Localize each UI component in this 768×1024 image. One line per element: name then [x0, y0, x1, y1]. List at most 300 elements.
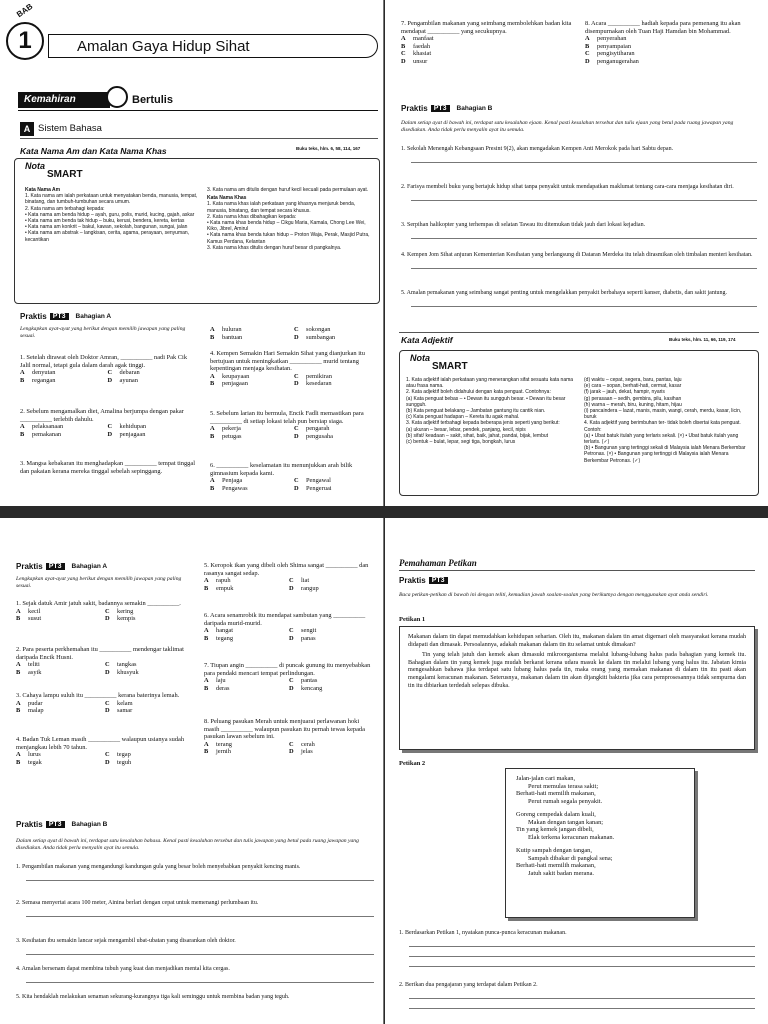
question-5	[204, 562, 374, 592]
option-text: penjagaan	[222, 380, 248, 388]
option-text: Pengeruai	[306, 484, 332, 492]
kemahiran-banner	[18, 92, 110, 108]
poem-line: Perut memulas terasa sakit;	[528, 782, 599, 790]
praktis-label: Praktis	[399, 576, 426, 585]
answer-options	[20, 423, 195, 438]
option-letter: A	[20, 369, 25, 377]
option-text: samar	[117, 707, 133, 715]
question-text: 6. __________ keselamatan itu menunjukkan arah bilik gimnasium kepada kami.	[210, 462, 353, 477]
option-text: pelaksanaan	[32, 423, 64, 431]
question-text: 1. Berdasarkan Petikan 1, nyatakan punca-punca keracunan makanan.	[399, 930, 567, 936]
answer-options	[16, 661, 194, 676]
option-text: manfaat	[413, 35, 434, 43]
petikan-2-poem	[505, 768, 695, 918]
answer-line[interactable]	[411, 297, 757, 307]
nota-item: (b) sifat/ keadaan – sakit, sihat, baik, jahat, pandai, bijak, lembut	[406, 432, 549, 439]
nota-smart-box	[399, 350, 759, 496]
option-text: penganugerahan	[597, 57, 639, 65]
question-3-options	[210, 326, 378, 341]
question-text: 7. Pengambilan makanan yang seimbang membolehkan badan kita mendapat __________ yang secukupnya.	[401, 20, 572, 35]
option-text: liat	[301, 577, 310, 585]
item-text: 4. Kempen Jom Sihat anjuran Kementerian Kesihatan yang berlangsung di Dataran Merdeka itu telah dirasmikan oleh timbalan menteri kesihatan.	[401, 252, 753, 258]
answer-options	[210, 425, 378, 440]
option-letter: B	[20, 430, 25, 438]
divider	[18, 110, 378, 111]
bahagian-label: Bahagian A	[71, 563, 108, 570]
nota-item: (d) waktu – cepat, segera, baru, pantas, laju	[584, 377, 682, 383]
chapter-number: 1	[18, 27, 32, 54]
question-8	[204, 718, 374, 756]
option-letter: A	[204, 577, 209, 585]
option-text: penjagaan	[119, 430, 146, 438]
option-text: huluran	[222, 326, 242, 333]
praktis-header	[399, 576, 448, 585]
option-letter: A	[401, 35, 406, 43]
option-text: pengisytiharan	[597, 50, 635, 58]
option-letter: A	[204, 677, 209, 685]
option-text: khusyuk	[117, 668, 139, 676]
option-text: laju	[216, 677, 226, 685]
option-letter: C	[289, 577, 294, 585]
option-text: ayunan	[119, 376, 138, 384]
option-letter: D	[294, 380, 299, 388]
option-text: terang	[216, 740, 232, 748]
textbook-ref: Buku teks, hlm. 6, 58, 114, 167	[296, 146, 361, 151]
option-text: unsur	[413, 57, 428, 65]
nota-item: (a) • Ubat batuk itulah yang terlaris sekali. (×) • Ubat batuk itulah yang terlaris. (✓)	[584, 432, 739, 446]
pt3-badge: PT3	[46, 563, 65, 570]
option-text: kelam	[117, 699, 133, 707]
chapter-title-text: Amalan Gaya Hidup Sihat	[77, 37, 250, 55]
answer-line[interactable]	[411, 259, 757, 269]
option-text: Penjaga	[222, 477, 243, 485]
question-text: 5. Sebelum larian itu bermula, Encik Fadli memastikan para __________ di setiap lokasi telah pun bersiap siaga.	[210, 410, 364, 425]
nota-item: (a) Kata penguat bebas – • Dewan itu sungguh besar. • Dewan itu besar sungguh.	[406, 395, 566, 408]
poem-line: Sampah dibakar di pangkal sena;	[528, 854, 613, 862]
option-letter: A	[16, 751, 21, 759]
nota-item: (h) warna – merah, biru, kuning, hitam, hijau	[584, 401, 682, 408]
nota-item: • Kata nama khas benda hidup – Cikgu Maria, Kamala, Chong Lee Wei, Kiko, Jibrel, Amirul	[207, 220, 366, 233]
option-text: penyerahan	[597, 35, 627, 43]
answer-line[interactable]	[411, 229, 757, 239]
option-letter: C	[294, 425, 299, 433]
answer-options	[16, 608, 194, 623]
option-text: debaran	[119, 369, 140, 377]
option-letter: B	[20, 376, 25, 384]
answer-line[interactable]	[411, 153, 757, 163]
nota-item: 1. Kata nama am ialah perkataan untuk menyatakan benda, manusia, tempat, binatang, dan tumbuh-tumbuhan secara umum.	[25, 193, 198, 206]
option-letter: C	[105, 751, 110, 759]
section-title: Sistem Bahasa	[38, 123, 102, 134]
chapter-badge	[6, 22, 44, 60]
bahagian-label: Bahagian B	[456, 105, 493, 112]
option-text: lurus	[28, 751, 41, 759]
question-text: 4. Kempen Semakin Hari Semakin Sihat yang dianjurkan itu bertujuan untuk meningkatkan __________ murid tentang kepentingan menjaga kesihatan.	[210, 350, 365, 373]
nota-left-column	[406, 377, 578, 445]
option-text: kencang	[301, 684, 323, 692]
nota-item: (a) ukuran – besar, lebar, pendek, panjang, kecil, nipis	[406, 426, 526, 433]
option-letter: A	[210, 326, 215, 333]
divider	[399, 570, 755, 571]
option-text: jernih	[216, 748, 231, 756]
nota-item: • Kata nama am abstrak – langkisan, cerita, agama, perayaan, senyuman, kecantikan	[25, 230, 190, 243]
option-letter: A	[16, 607, 21, 615]
answer-options	[20, 369, 195, 384]
nota-label: Nota	[25, 161, 45, 171]
option-letter: D	[294, 333, 299, 341]
praktis-header	[401, 104, 492, 113]
option-text: pemikiran	[306, 372, 332, 380]
option-text: rapuh	[216, 577, 231, 585]
subtopic-title: Kata Adjektif	[401, 335, 453, 345]
question-text: 5. Keropok ikan yang dibeli oleh Shima sangat __________ dan rasanya sangat sedap.	[204, 562, 369, 577]
question-text: 2. Berikan dua pengajaran yang terdapat dalam Petikan 2.	[399, 982, 538, 988]
option-letter: B	[210, 333, 215, 341]
poem-line: Goreng cempedak dalam kuali,	[516, 811, 596, 818]
answer-options	[204, 577, 374, 592]
option-letter: B	[210, 432, 215, 440]
smart-label: SMART	[47, 169, 83, 180]
poem-line: Tin yang kemek jangan dibeli,	[516, 826, 594, 833]
item-text: 2. Semasa menyertai acara 100 meter, Ainina berlari dengan cepat untuk memenangi perlumbaan itu.	[16, 900, 259, 906]
question-text: 1. Sejak datuk Amir jatuh sakit, badannya semakin __________.	[16, 600, 181, 607]
option-text: regangan	[32, 376, 56, 384]
option-text: kesedaran	[306, 380, 332, 388]
option-text: empuk	[216, 584, 234, 592]
poem-line: Makan dengan tangan kanan;	[528, 818, 604, 826]
nota-item: • Kata nama khas benda tukan hidup – Proton Waja, Perak, Masjid Putra, Kamus Perdana, Kelantan	[207, 232, 370, 245]
answer-options	[210, 326, 378, 341]
option-letter: A	[16, 699, 21, 707]
item-text: 1. Sekolah Menengah Kebangsaan Presint 9(2), akan mengadakan Kempen Anti Merokok pada hari Sabtu depan.	[401, 146, 674, 152]
question-text: 1. Setelah dirawat oleh Doktor Amran, __________ nadi Pak Cik Jalil normal, tetapi gula dalam darah agak tinggi.	[20, 354, 188, 369]
answer-options	[210, 373, 378, 388]
bahagian-b-item	[401, 252, 757, 269]
option-letter: A	[16, 661, 21, 669]
nota-item: • Kata nama am benda hidup – ayah, guru, polis, murid, kucing, gajah, askar	[25, 211, 195, 218]
poem-line: Kutip sampah dengan tangan,	[516, 847, 592, 854]
instructions: Lengkapkan ayat-ayat yang berikut dengan memilih jawapan yang paling sesuai.	[20, 326, 186, 339]
option-text: pemakanan	[32, 430, 62, 438]
option-text: panas	[301, 634, 316, 642]
praktis-label: Praktis	[16, 820, 43, 829]
nota-item: (g) perasaan – sedih, gembira, pilu, kasihan	[584, 395, 682, 402]
option-letter: D	[107, 376, 113, 384]
pencil-icon	[106, 86, 128, 108]
question-text: 3. Mangsa kebakaran itu menghadapkan __________ tempat tinggal dan pakaian kerana mereka tinggal sebelah sepinggang.	[20, 460, 195, 475]
nota-item: 1. Kata nama khas ialah perkataan yang khasnya menjuruk benda, manusia, binatang, dan tempat secara khusus.	[207, 201, 356, 214]
instructions: Dalam setiap ayat di bawah ini, terdapat satu kesalahan ejaan. Kenal pasti kesalahan tersebut dan tulis ejaan yang betul pada ruang jawapan yang disediakan. Anda tidak perlu menyalin ayat itu semula.	[401, 120, 734, 133]
option-letter: C	[107, 369, 113, 377]
option-letter: D	[105, 758, 110, 766]
nota-item: 4. Kata adjektif yang berimbuhan ter- tidak boleh disertai kata penguat. Contoh:	[584, 420, 741, 433]
item-text: 5. Amalan pemakanan yang seimbang sangat penting untuk mengelakkan penyakit berbahaya seperti kanser, diabetis, dan sakit jantung.	[401, 290, 727, 296]
section-heading: Pemahaman Petikan	[399, 558, 477, 568]
nota-item: • Kata nama am konkrit – bakul, kawan, sekolah, bangunan, sungai, jalan	[25, 224, 188, 231]
option-text: pudar	[28, 699, 43, 707]
nota-item: • Kata nama am benda tak hidup – buku, kerusi, bendera, kereta, kertas	[25, 218, 185, 225]
option-text: hangat	[216, 627, 234, 635]
question-7	[204, 662, 374, 692]
bahagian-b-item	[16, 966, 374, 983]
nota-item: (c) bentuk – bulat, lepar, segi tiga, bongkah, lurus	[406, 439, 516, 446]
option-text: sengit	[301, 627, 317, 635]
bahagian-b-item	[401, 290, 757, 307]
page-2	[385, 0, 768, 506]
page-3	[0, 518, 384, 1024]
poem-line: Jalan-jalan cari makan,	[516, 775, 576, 782]
option-text: Pengawal	[306, 477, 331, 485]
bahagian-b-item	[16, 864, 374, 881]
nota-left-heading: Kata Nama Am	[25, 187, 61, 193]
option-letter: B	[16, 707, 21, 715]
option-letter: A	[210, 425, 215, 433]
option-letter: D	[105, 668, 110, 676]
item-text: 3. Serpihan halikopter yang terhempas di selatan Tawau itu ditemukan tidak jauh dari lokasi kejadian.	[401, 222, 646, 228]
petikan-1-box	[399, 626, 755, 750]
option-letter: C	[105, 607, 110, 615]
nota-item: 2. Kata nama khas dibahagikan kepada:	[207, 213, 297, 220]
answer-options	[204, 741, 374, 756]
praktis-header	[16, 562, 107, 571]
option-text: rangup	[301, 584, 319, 592]
option-text: tegak	[28, 758, 42, 766]
option-text: tangkas	[117, 661, 137, 669]
petikan-label: Petikan 2	[399, 760, 426, 767]
item-text: 2. Farisya membeli buku yang bertajuk hidup sihat tanpa penyakit untuk mendapatkan maklumat tentang cara-cara menjaga kesihatan diri.	[401, 184, 734, 190]
answer-line[interactable]	[409, 957, 755, 967]
option-text: asyik	[28, 668, 42, 676]
option-letter: C	[294, 477, 299, 485]
option-letter: D	[294, 432, 299, 440]
pt3-badge: PT3	[46, 821, 65, 828]
option-letter: D	[294, 484, 299, 492]
passage-paragraph: Tin yang telah jatuh dan kemek akan dimasuki mikroorganisma melalui lubang-lubang halus pada bahagian yang kemek itu. Bahagian dalam tin yang kemek juga mudah berkarat kerana udara masuk ke dalam tin melalui lubang yang halus itu. Jabatan kimia mengesahkan bahawa jika terdapat satu lubang halus pada tin, maka orang yang memakan makanan di dalam tin itu pasti akan mengalami keracunan makanan. Seterusnya, makanan dalam tin akan dijangkiti bakteria jika cara pemprosesannya tidak sempurna dan tin itu dibiarkan terdedah selepas dibuka.	[408, 651, 746, 689]
option-text: bantuan	[222, 333, 243, 341]
option-text: tegap	[117, 751, 131, 759]
option-text: malap	[28, 707, 44, 715]
answer-options	[204, 627, 374, 642]
option-text: sokongan	[306, 326, 331, 333]
question-3	[20, 460, 195, 475]
answer-options	[204, 677, 374, 692]
praktis-label: Praktis	[20, 312, 47, 321]
question-5	[210, 410, 378, 440]
answer-line[interactable]	[26, 945, 374, 955]
nota-right-column	[584, 377, 754, 464]
bahagian-b-item	[401, 184, 757, 201]
option-letter: A	[210, 477, 215, 485]
nota-item: (i) pancaindera – lazat, manis, masin, wangi, cerah, merdu, kasar, licin, buruk	[584, 408, 742, 421]
nota-item: 2. Kata adjektif boleh didahului dengan kata penguat. Contohnya:	[406, 389, 551, 396]
question-text: 2. Sebelum mengamalkan diet, Amalina berjumpa dengan pakar __________ terlebih dahulu.	[20, 408, 184, 423]
answer-line[interactable]	[26, 973, 374, 983]
pt3-badge: PT3	[429, 577, 448, 584]
nota-item: (b) Kata penguat belakang – Jambatan gantung itu cantik nian.	[406, 408, 546, 415]
question-6	[210, 462, 378, 492]
item-text: 1. Pengambilan makanan yang mengandungi kandungan gula yang besar boleh menyebabkan penyakit kencing manis.	[16, 864, 301, 870]
question-7	[401, 20, 573, 66]
nota-item: Kata Nama Khas	[207, 195, 247, 202]
nota-item: (f) jarak – jauh, dekat, hampir, nyaris	[584, 389, 665, 396]
option-letter: B	[210, 484, 215, 492]
option-letter: C	[401, 50, 406, 58]
option-letter: C	[105, 661, 110, 669]
chapter-title	[48, 34, 378, 58]
answer-options	[585, 35, 757, 65]
nota-item: (b) • Bangunan yang tertinggi sekali di Malaysia ialah Menara Berkembar Petronas. (×) • Bangunan yang tertinggi di Malaysia ialah Menara Berkembar Petronas. (✓)	[584, 445, 746, 464]
question-1	[20, 354, 195, 384]
option-text: faedah	[413, 42, 431, 50]
nota-item: 3. Kata adjektif terbahagi kepada beberapa jenis seperti yang berikut:	[406, 420, 560, 427]
option-text: pengusaha	[306, 432, 333, 440]
option-letter: D	[105, 707, 110, 715]
option-letter: A	[204, 627, 209, 635]
option-text: sumbangan	[306, 333, 336, 341]
option-letter: D	[585, 57, 590, 65]
option-text: deras	[216, 684, 230, 692]
option-letter: B	[210, 380, 215, 388]
option-text: Pengawas	[222, 484, 248, 492]
answer-line[interactable]	[26, 907, 374, 917]
passage-paragraph: Makanan dalam tin dapat memudahkan kehidupan seharian. Oleh itu, makanan dalam tin amat digemari oleh masyarakat kerana mudah didapati dan dimasak. Persoalannya, adakah makanan dalam tin itu selamat untuk dimakan?	[408, 633, 746, 648]
question-6	[204, 612, 374, 642]
option-text: pekerja	[222, 425, 241, 433]
option-text: pengarah	[306, 425, 330, 433]
answer-options	[16, 700, 194, 715]
poem-line: Perut rumah segala penyakit.	[528, 797, 603, 805]
nota-item: 2. Kata nama am terbahagi kepada:	[25, 205, 105, 212]
option-text: susut	[28, 615, 42, 623]
option-letter: D	[107, 430, 113, 438]
question-text: 2. Para peserta perkhemahan itu __________ mendengar taklimat daripada Encik Husni.	[16, 646, 184, 661]
praktis-header	[20, 312, 111, 321]
praktis-header	[16, 820, 107, 829]
bahagian-label: Bahagian B	[71, 821, 108, 828]
item-text: 5. Kita hendaklah melakukan senaman sekurang-kurangnya tiga kali seminggu untuk membina badan yang teguh.	[16, 994, 290, 1000]
answer-line[interactable]	[409, 947, 755, 957]
option-letter: C	[289, 677, 294, 685]
option-letter: C	[107, 423, 113, 431]
option-letter: C	[289, 627, 294, 635]
question-1	[16, 600, 194, 623]
option-letter: C	[289, 740, 294, 748]
option-text: jelas	[301, 748, 313, 756]
option-letter: C	[294, 326, 299, 333]
divider	[20, 138, 378, 139]
question-text: 8. Acara __________ hadiah kepada para pemenang itu akan disempurnakan oleh Tuan Haji Hamdan bin Mohammad.	[585, 20, 741, 35]
question-text: 7. Tiupan angin __________ di puncak gunung itu menyebabkan para pendaki mencari tempat perlindungan.	[204, 662, 371, 677]
nota-right-column	[207, 187, 375, 251]
option-letter: B	[204, 684, 209, 692]
option-text: tegang	[216, 634, 234, 642]
option-text: pantas	[301, 677, 318, 685]
poem-line: Jatuh sakit badan merana.	[528, 869, 595, 877]
answer-options	[16, 751, 194, 766]
option-letter: B	[204, 748, 209, 756]
option-text: teliti	[28, 661, 40, 669]
pt3-badge: PT3	[50, 313, 69, 320]
nota-smart-box	[14, 158, 380, 304]
instructions: Lengkapkan ayat-ayat yang berikut dengan memilih jawapan yang paling sesuai.	[16, 576, 182, 589]
option-text: kering	[117, 607, 134, 615]
pt3-badge: PT3	[431, 105, 450, 112]
nota-left-column	[25, 187, 200, 243]
option-text: petugas	[222, 432, 242, 440]
option-text: kempis	[117, 615, 136, 623]
bahagian-b-item	[401, 146, 757, 163]
answer-line[interactable]	[409, 937, 755, 947]
bahagian-label: Bahagian A	[75, 313, 112, 320]
answer-options	[210, 477, 378, 492]
question-text: 6. Acara senamrobik itu mendapat sambutan yang __________ daripada murid-murid.	[204, 612, 366, 627]
poem-line: Berhati-hati memilih makanan,	[516, 790, 596, 797]
option-text: cerah	[301, 740, 315, 748]
nota-item: 1. Kata adjektif ialah perkataan yang menerangkan sifat sesuatu kata nama atau frasa nama.	[406, 377, 574, 390]
bahagian-b-item	[16, 938, 374, 955]
bahagian-b-item	[16, 994, 374, 1001]
section-letter: A	[20, 122, 34, 136]
option-letter: D	[289, 684, 294, 692]
option-text: kehidupan	[119, 423, 147, 431]
nota-item: 3. Kata nama am ditulis dengan huruf kecil kecuali pada permulaan ayat.	[207, 187, 369, 193]
subtopic-title: Kata Nama Am dan Kata Nama Khas	[20, 146, 167, 156]
question-text: 8. Peluang pasukan Merah untuk menjuarai perlawanan hoki masih __________ walaupun pasukan itu pernah tewas kepada pasukan lawan sebelum ini.	[204, 718, 365, 741]
nota-item: (c) Kata penguat hadapan – Kereta itu agak mahal.	[406, 414, 520, 421]
question-2	[20, 408, 195, 438]
nota-item: 3. Kata nama khas ditulis dengan huruf besar di pangkalnya.	[207, 244, 342, 251]
option-text: keupayaan	[222, 372, 250, 380]
option-letter: D	[105, 615, 110, 623]
option-letter: B	[401, 42, 406, 50]
item-text: 4. Amalan bersenam dapat membina tubuh yang kuat dan menjadikan mental kita cergas.	[16, 966, 230, 972]
option-letter: A	[204, 740, 209, 748]
option-letter: B	[16, 615, 21, 623]
option-letter: B	[16, 668, 21, 676]
praktis-label: Praktis	[16, 562, 43, 571]
nota-item: (e) cara – sopan, berhati-hati, cermat, kasar	[584, 383, 682, 390]
option-text: denyutan	[32, 369, 56, 377]
question-8	[585, 20, 757, 66]
option-letter: C	[585, 50, 590, 58]
answer-line[interactable]	[409, 989, 755, 999]
praktis-label: Praktis	[401, 104, 428, 113]
option-letter: D	[289, 584, 294, 592]
poem-line: Berhati-hati memilih makanan,	[516, 862, 596, 869]
option-letter: B	[204, 584, 209, 592]
option-text: kecil	[28, 607, 41, 615]
chapter-bab-label: BAB	[14, 1, 35, 20]
question-text: 3. Cahaya lampu suluh itu __________ kerana baterinya lemah.	[16, 692, 180, 699]
instructions: Baca petikan-petikan di bawah ini dengan teliti, kemudian jawab soalan-soalan yang berikutnya dengan menggunakan ayat anda sendiri.	[399, 592, 709, 598]
answer-line[interactable]	[411, 191, 757, 201]
poem-line: Elak terkena keracunan makanan.	[528, 833, 615, 841]
option-text: khasiat	[413, 50, 432, 58]
answer-line[interactable]	[26, 871, 374, 881]
answer-line[interactable]	[409, 999, 755, 1009]
option-letter: B	[16, 758, 21, 766]
option-letter: A	[210, 372, 215, 380]
smart-label: SMART	[432, 361, 468, 372]
comprehension-question-1	[399, 930, 755, 967]
option-letter: A	[20, 423, 25, 431]
option-letter: B	[585, 42, 590, 50]
option-letter: D	[289, 748, 294, 756]
item-text: 3. Kesihatan ibu semakin lancar sejak mengambil ubat-ubatan yang disarankan oleh doktor.	[16, 938, 236, 944]
page-1	[0, 0, 384, 506]
option-letter: C	[105, 699, 110, 707]
nota-label: Nota	[410, 353, 430, 363]
